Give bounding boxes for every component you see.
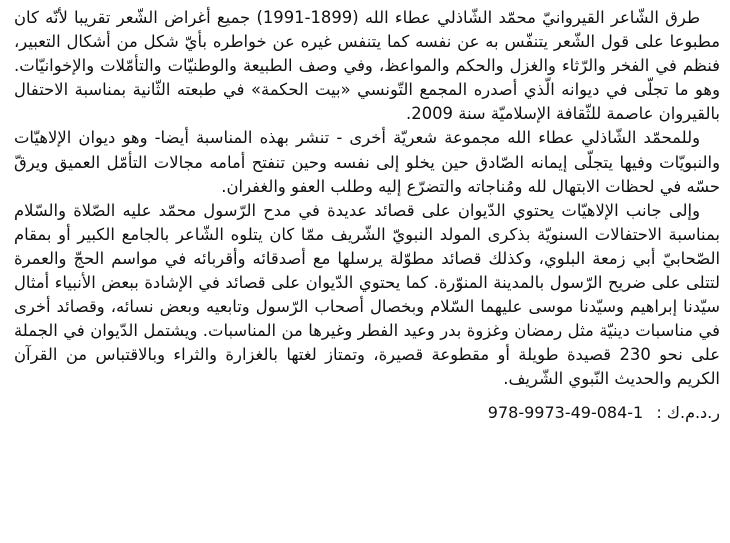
paragraph-1: طرق الشّاعر القيروانيّ محمّد الشّاذلي عطاء الله (1899-1991) جميع أغراض الشّعر تقريبا لأنّه كان مطبوعا على قول الشّعر يتنفّس به عن نفسه كما يتنفس غيره عن خواطره بأيّ شكل من أشكال التعبير، فنظم في الفخر والرّثاء والغزل والحكم والمواعظ، وفي وصف الطبيعة والوطنيّات والتأمّلات والإخوانيّات. وهو ما تجلّى في ديوانه الّذي أصدره المجمع التّونسي «بيت الحكمة» في طبعته الثّانية بمناسبة الاحتفال بالقيروان عاصمة للثّقافة الإسلاميّة سنة 2009. (14, 8, 720, 124)
isbn-number: 978-9973-49-084-1 (487, 402, 644, 422)
isbn-label: ر.د.م.ك : (656, 402, 720, 422)
paragraph-2: وللمحمّد الشّاذلي عطاء الله مجموعة شعريّة أخرى - تنشر بهذه المناسبة أيضا- وهو ديوان الإلاهيّات والنبويّات وفيها يتجلّى إيمانه الصّادق حين يخلو إلى نفسه وحين تنفتح أمامه مجالات التأمّل العميق ويرقّ حسّه في لحظات الابتهال لله ومُناجاته والتضرّع إليه وطلب العفو والغفران. (14, 128, 720, 196)
isbn-line (14, 402, 720, 424)
paragraph-3: وإلى جانب الإلاهيّات يحتوي الدّيوان على قصائد عديدة في مدح الرّسول محمّد عليه الصّلاة والسّلام بمناسبة الاحتفالات السنويّة بذكرى المولد النبويّ الشّريف ممّا كان يتلوه الشّاعر بالجامع الكبير أو بمقام الصّحابيّ أبي زمعة البلوي، وكذلك قصائد مطوّلة يرسلها مع أصدقائه وأقربائه في مواسم الحجّ والعمرة لتتلى على ضريح الرّسول بالمدينة المنوّرة. كما يحتوي الدّيوان على قصائد في الإشادة ببعض الأنبياء أمثال سيّدنا إبراهيم وسيّدنا موسى عليهما السّلام وبخصال أصحاب الرّسول وتابعيه وبعض نسائه، وقصائد أخرى في مناسبات دينيّة مثل رمضان وغزوة بدر وعيد الفطر وغيرها من المناسبات. ويشتمل الدّيوان في الجملة على نحو 230 قصيدة طويلة أو مقطوعة قصيرة، وتمتاز لغتها بالغزارة والثراء وبالاقتباس من القرآن الكريم والحديث النّبوي الشّريف. (14, 200, 720, 389)
